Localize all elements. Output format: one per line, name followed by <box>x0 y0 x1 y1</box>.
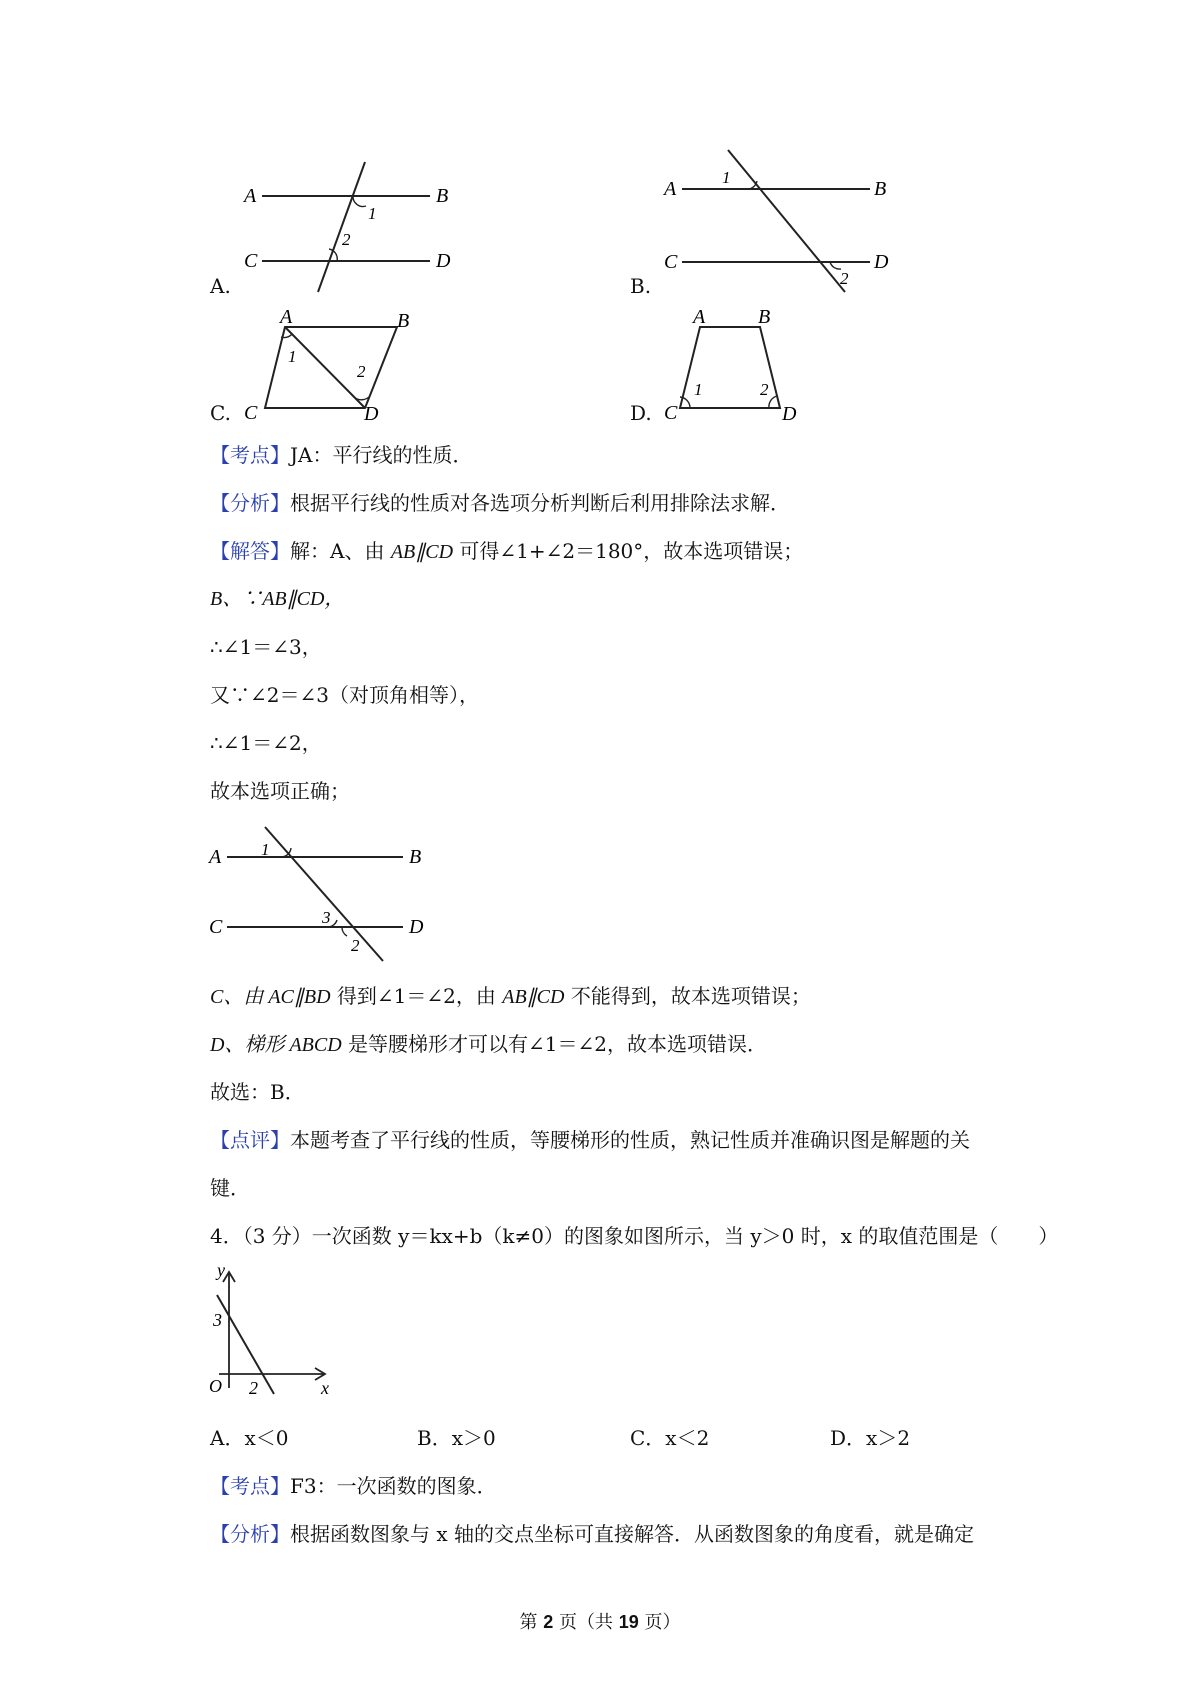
q4-fenxi-tag: 【分析】 <box>210 1522 290 1546</box>
dianping-text: 本题考查了平行线的性质，等腰梯形的性质，熟记性质并准确识图是解题的关 <box>290 1128 970 1152</box>
label-a: A <box>244 185 257 207</box>
question-4-option-c: C．x＜2 <box>630 1426 710 1450</box>
line-c-math-1: AC∥BD <box>268 986 331 1008</box>
dianping-tag: 【点评】 <box>210 1128 290 1152</box>
jieda-line <box>210 539 803 564</box>
angle-2-label: 2 <box>351 936 360 955</box>
dianping-line-2: 键． <box>210 1176 250 1200</box>
x-intercept-label: 2 <box>249 1378 258 1397</box>
line-d-pre: D、梯形 <box>210 1034 290 1056</box>
figure-option-d <box>660 305 820 425</box>
line-c-post: 不能得到，故本选项错误； <box>564 984 811 1008</box>
label-c: C <box>664 251 678 273</box>
kaodian-line <box>210 443 472 467</box>
q4-kaodian-tag: 【考点】 <box>210 1474 290 1498</box>
label-b: B <box>397 310 410 332</box>
label-b: B <box>409 846 422 868</box>
question-4-option-b: B．x＞0 <box>417 1426 496 1450</box>
footer-mid: 页（共 <box>553 1612 619 1633</box>
y-axis-label: y <box>217 1262 225 1280</box>
angle-1-label: 1 <box>368 204 377 223</box>
q4-fenxi-text: 根据函数图象与 x 轴的交点坐标可直接解答．从函数图象的角度看，就是确定 <box>290 1522 974 1546</box>
angle-1-label: 1 <box>261 840 270 859</box>
label-b: B <box>436 185 449 207</box>
solution-choose: 故选：B． <box>210 1080 305 1104</box>
solution-line-d <box>210 1032 767 1057</box>
angle-2-label: 2 <box>357 362 366 381</box>
jieda-math: AB∥CD <box>390 541 454 563</box>
option-b-label: B. <box>630 274 652 298</box>
figure-option-b <box>660 148 900 296</box>
label-d: D <box>874 251 889 273</box>
figure-solution <box>205 825 435 965</box>
solution-line-b: B、∵AB∥CD， <box>210 588 345 610</box>
jieda-text-post: 可得∠1+∠2＝180°，故本选项错误； <box>453 539 804 563</box>
angle-2-label: 2 <box>760 380 769 399</box>
label-c: C <box>209 916 223 938</box>
label-b: B <box>874 178 887 200</box>
q4-kaodian-line <box>210 1474 497 1498</box>
label-d: D <box>782 403 797 425</box>
fenxi-text: 根据平行线的性质对各选项分析判断后利用排除法求解． <box>290 491 790 515</box>
label-a: A <box>209 846 222 868</box>
y-intercept-label: 3 <box>213 1310 222 1330</box>
jieda-tag: 【解答】 <box>210 539 290 563</box>
jieda-text-pre: 解：A、由 <box>290 539 391 563</box>
figure-linear-graph <box>205 1262 335 1397</box>
question-4-option-a: A．x＜0 <box>210 1426 289 1450</box>
fenxi-line <box>210 491 790 515</box>
option-c-label: C. <box>210 401 231 425</box>
line-d-math: ABCD <box>289 1034 342 1056</box>
footer-pre: 第 <box>519 1612 544 1633</box>
label-d: D <box>409 916 424 938</box>
option-d-label: D. <box>630 401 652 425</box>
solution-line-therefore-1: ∴∠1＝∠3， <box>210 635 322 659</box>
label-a: A <box>280 306 293 328</box>
question-4-option-d: D．x＞2 <box>830 1426 911 1450</box>
line-d-post: 是等腰梯形才可以有∠1＝∠2，故本选项错误． <box>341 1032 767 1056</box>
label-c: C <box>664 402 678 424</box>
fenxi-tag: 【分析】 <box>210 491 290 515</box>
solution-line-correct: 故本选项正确； <box>210 779 350 803</box>
kaodian-text: JA：平行线的性质． <box>290 443 473 467</box>
angle-2-label: 2 <box>840 269 849 288</box>
page-footer <box>0 1608 1200 1634</box>
origin-label: O <box>209 1376 222 1396</box>
label-a: A <box>693 306 706 328</box>
line-c-math-2: AB∥CD <box>502 986 565 1008</box>
solution-line-also: 又∵∠2＝∠3（对顶角相等）， <box>210 683 479 707</box>
question-4-stem: 4．（3 分）一次函数 y＝kx+b（k≠0）的图象如图所示，当 y＞0 时，x 的取值范围是（ ） <box>210 1224 1059 1248</box>
q4-fenxi-line <box>210 1522 974 1546</box>
label-d: D <box>436 250 451 272</box>
label-c: C <box>244 402 258 424</box>
angle-1-label: 1 <box>694 380 703 399</box>
angle-3-label: 3 <box>322 908 331 927</box>
page-number: 2 <box>543 1612 554 1632</box>
solution-line-therefore-2: ∴∠1＝∠2， <box>210 731 322 755</box>
q4-kaodian-text: F3：一次函数的图象． <box>290 1474 497 1498</box>
page-total: 19 <box>618 1612 639 1632</box>
line-c-pre: C、由 <box>210 986 269 1008</box>
figure-option-c <box>240 305 440 425</box>
line-c-mid: 得到∠1＝∠2，由 <box>330 984 503 1008</box>
kaodian-tag: 【考点】 <box>210 443 290 467</box>
dianping-line <box>210 1128 970 1152</box>
angle-2-label: 2 <box>342 230 351 249</box>
label-a: A <box>664 178 677 200</box>
option-a-label: A. <box>210 274 231 298</box>
angle-1-label: 1 <box>722 168 731 187</box>
solution-line-c <box>210 984 811 1009</box>
angle-1-label: 1 <box>288 347 297 366</box>
figure-option-a <box>240 160 460 295</box>
footer-post: 页） <box>638 1612 681 1633</box>
x-axis-label: x <box>321 1378 329 1397</box>
label-c: C <box>244 250 258 272</box>
label-d: D <box>364 403 379 425</box>
label-b: B <box>758 306 771 328</box>
